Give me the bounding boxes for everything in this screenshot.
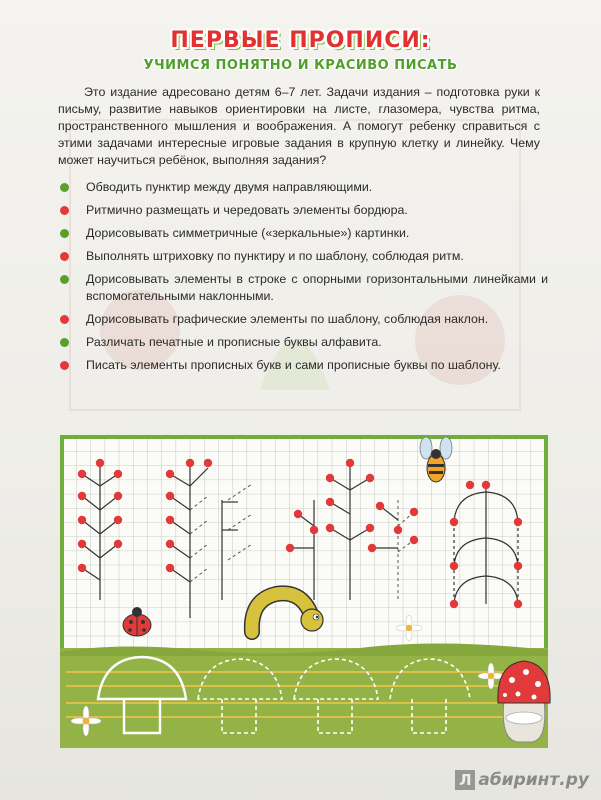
amanita-mushroom-icon: [498, 661, 550, 742]
list-item-text: Писать элементы прописных букв и сами прописные буквы по шаблону.: [86, 358, 501, 372]
watermark-text: абиринт.ру: [478, 770, 589, 790]
list-item-text: Дорисовывать графические элементы по шаблону, соблюдая наклон.: [86, 312, 489, 326]
list-item-text: Дорисовывать симметричные («зеркальные») картинки.: [86, 226, 410, 240]
watermark: [455, 770, 589, 790]
list-item-text: Выполнять штриховку по пунктиру и по шаблону, соблюдая ритм.: [86, 249, 464, 263]
page-title: ПЕРВЫЕ ПРОПИСИ:: [170, 28, 431, 53]
list-item-text: Различать печатные и прописные буквы алфавита.: [86, 335, 382, 349]
intro-paragraph: Это издание адресовано детям 6–7 лет. Задачи издания – подготовка руки к письму, развитие навыков ориентировки на листе, глазомера, чувства ритма, пространственного мышления и воображения. А помогут ребенку справиться с этими задачами интересные игровые задания в крупную клетку и линейку. Чему может научиться ребёнок, выполняя задания?: [58, 85, 540, 167]
list-item-text: Ритмично размещать и чередовать элементы бордюра.: [86, 203, 408, 217]
list-item-text: Обводить пунктир между двумя направляющими.: [86, 180, 373, 194]
watermark-logo: Л: [455, 770, 475, 790]
list-item-text: Дорисовывать элементы в строке с опорными горизонтальными линейками и вспомогательными наклонными.: [86, 272, 548, 303]
page-subtitle: УЧИМСЯ ПОНЯТНО И КРАСИВО ПИСАТЬ: [143, 58, 458, 73]
